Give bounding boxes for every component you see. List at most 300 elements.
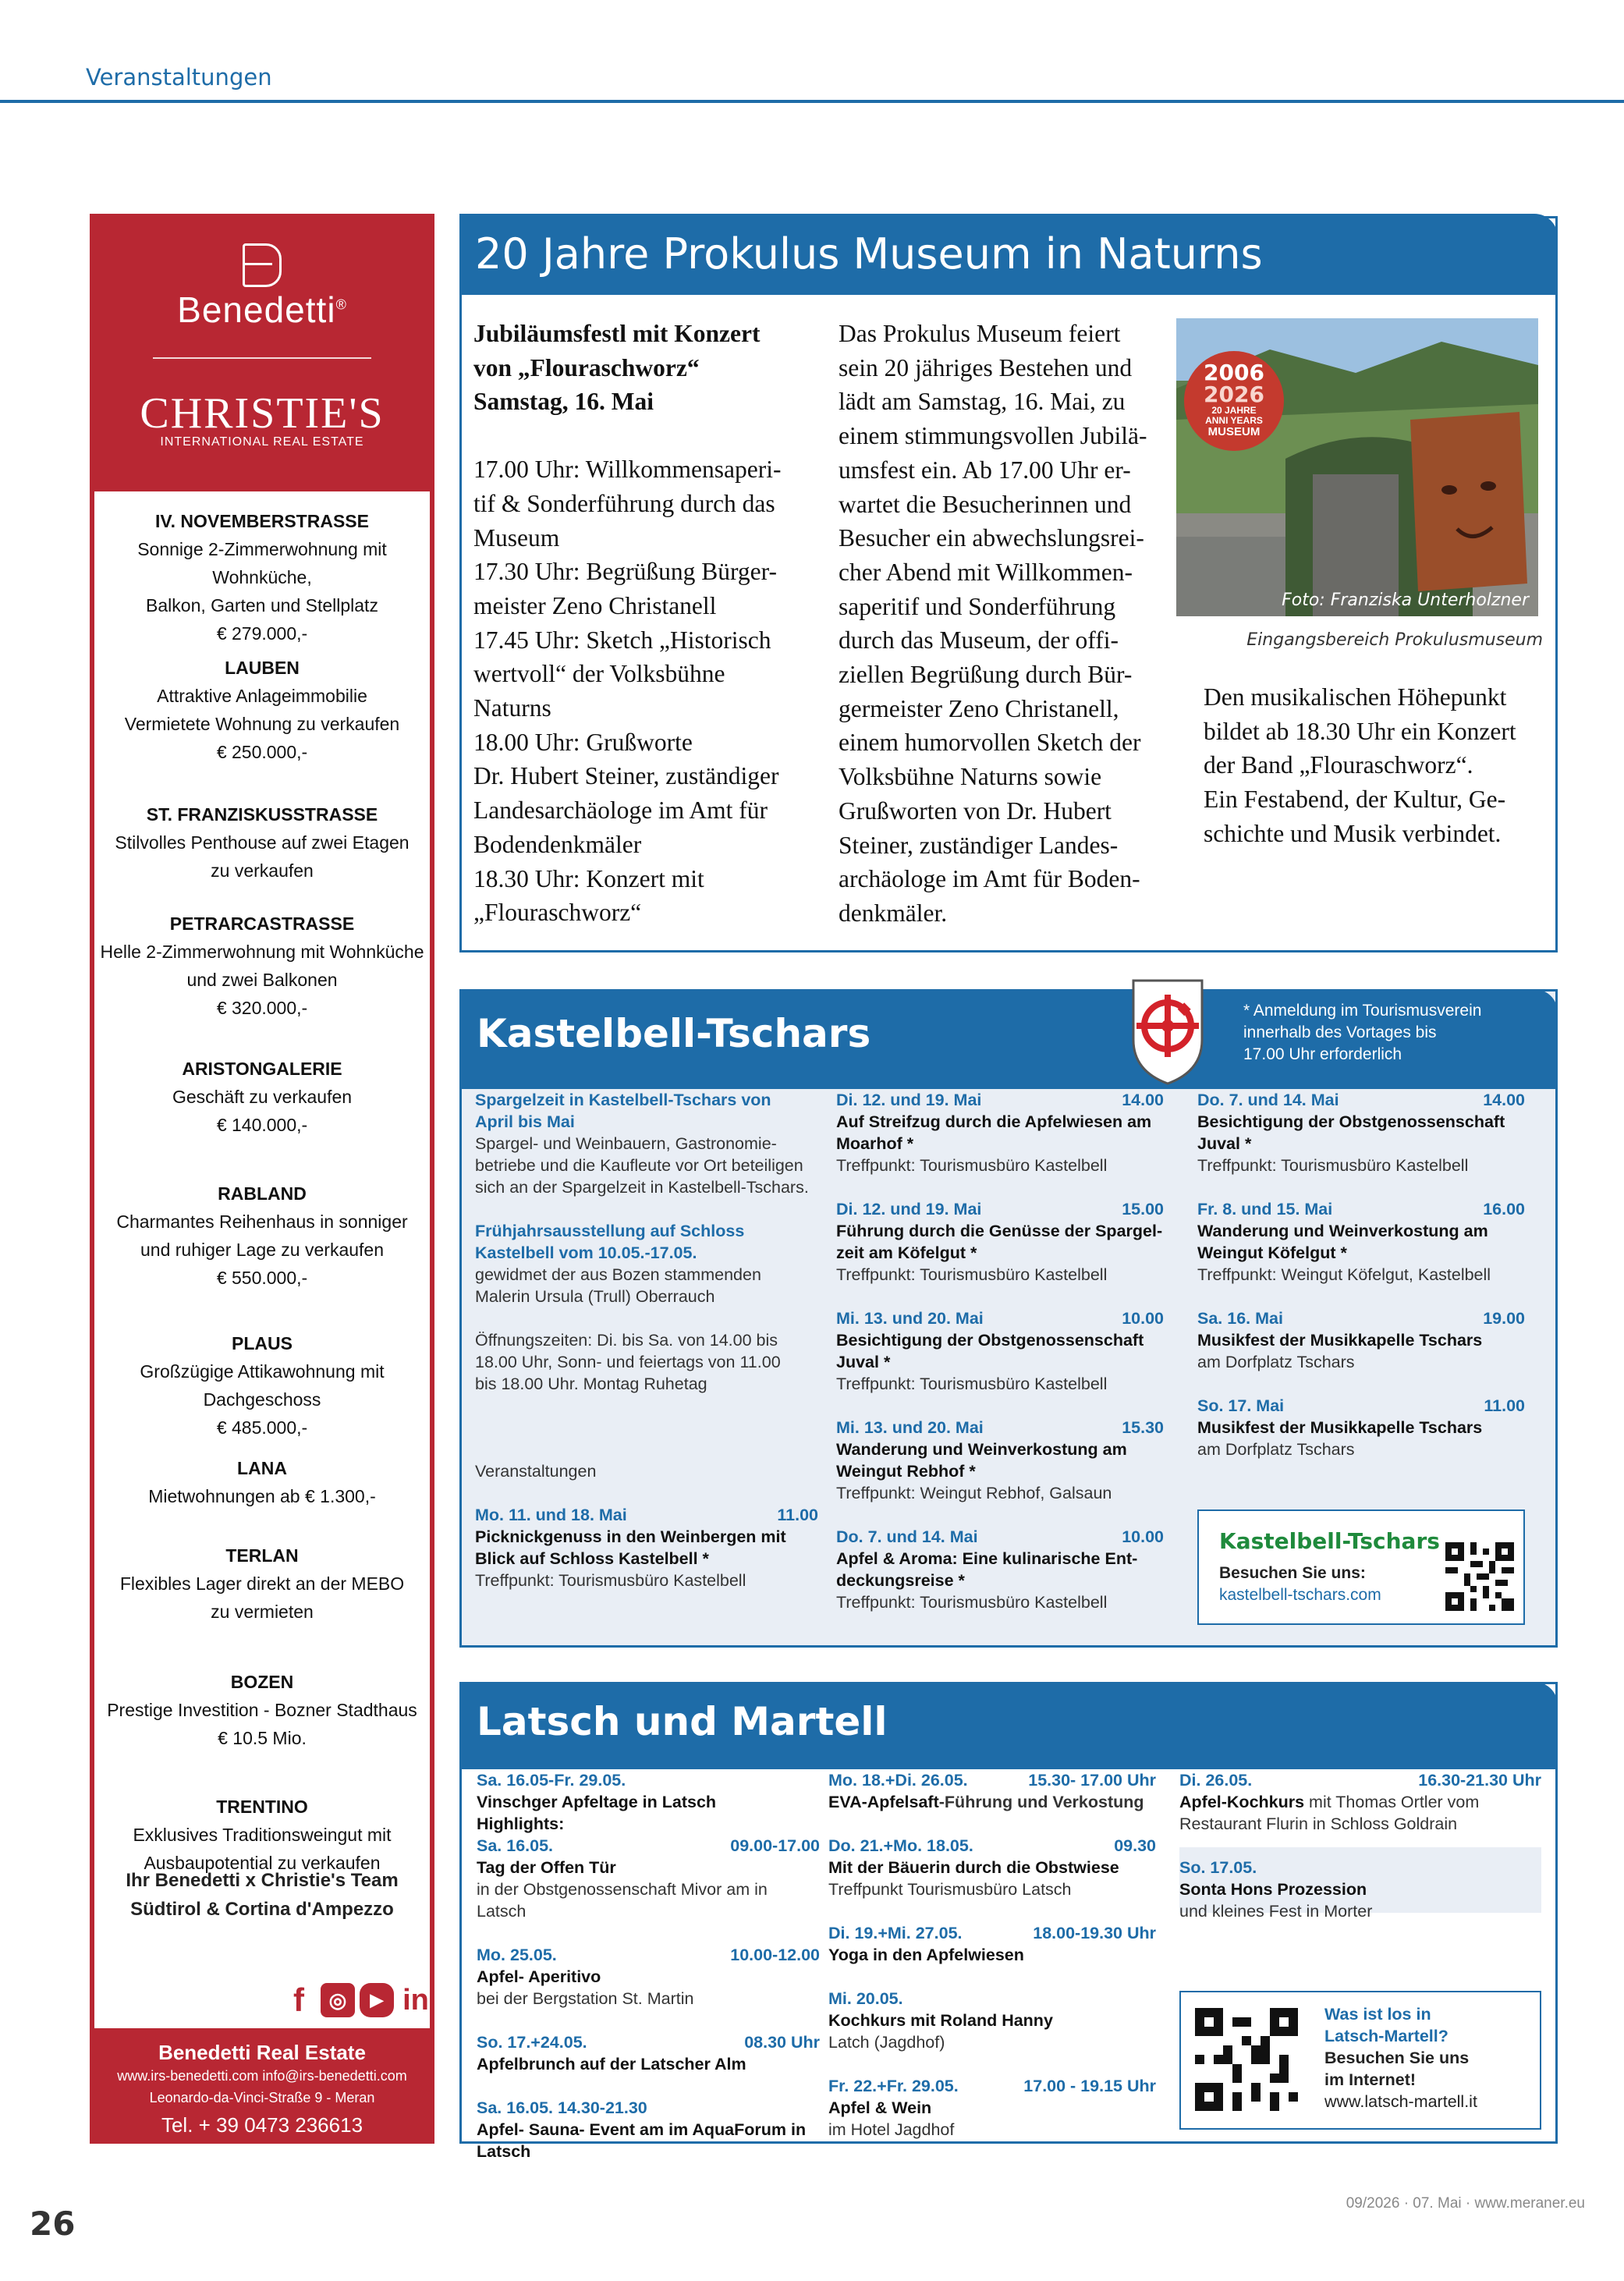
picnic-date-text: Mo. 11. und 18. Mai <box>475 1506 627 1524</box>
event-date-row <box>836 1198 1164 1220</box>
kastelbell-header <box>459 989 1558 1089</box>
event-place: Treffpunkt: Weingut Rebhof, Galsaun <box>836 1484 1112 1502</box>
promo-visit: Besuchen Sie uns: <box>1219 1564 1366 1582</box>
listing-line: Exklusives Traditionsweingut mit <box>133 1825 392 1845</box>
text-line: bis 18.00 Uhr. Montag Ruhetag <box>475 1375 707 1393</box>
team-line-2: Südtirol & Cortina d'Ampezzo <box>130 1899 394 1920</box>
latsch-title: Latsch und Martell <box>477 1699 888 1744</box>
listing-line: € 140.000,- <box>216 1115 308 1135</box>
photo-credit: Foto: Franziska Unterholzner <box>1282 591 1529 610</box>
event-item <box>477 1835 820 1922</box>
event-date: Sa. 16.05. <box>477 1836 554 1855</box>
event-place: und kleines Fest in Morter <box>1179 1902 1373 1921</box>
event-time: 09.30 <box>1114 1836 1156 1855</box>
promo-line-1: Was ist los in <box>1324 2005 1431 2024</box>
kastelbell-col1 <box>475 1089 818 1591</box>
event-date-row <box>477 1769 820 1791</box>
article-line: bildet ab 18.30 Uhr ein Konzert <box>1204 717 1516 745</box>
event-title: Sonta Hons Prozession <box>1179 1880 1367 1899</box>
note-line: innerhalb des Vortages bis <box>1243 1023 1437 1041</box>
listing-item <box>94 800 430 885</box>
event-item <box>1179 1857 1541 1922</box>
ad-footer <box>94 2028 430 2139</box>
listing-line: € 10.5 Mio. <box>218 1728 307 1748</box>
ad-team <box>94 1866 430 1924</box>
event-date: So. 17. Mai <box>1197 1396 1285 1415</box>
listing-item <box>94 1329 430 1442</box>
event-place: Treffpunkt: Tourismusbüro Kastelbell <box>836 1265 1108 1284</box>
article-line: Volksbühne Naturns sowie <box>839 763 1102 791</box>
article-line: durch das Museum, der offi- <box>839 626 1119 655</box>
article-line: Ein Festabend, der Kultur, Ge- <box>1204 786 1506 814</box>
picnic-time: 11.00 <box>777 1506 818 1524</box>
event-title: Wanderung und Weinverkostung am <box>1197 1222 1488 1240</box>
event-time: 09.00-17.00 <box>730 1836 820 1855</box>
text-line: Spargel- und Weinbauern, Gastronomie- <box>475 1134 777 1153</box>
listing-location: ARISTONGALERIE <box>182 1059 342 1079</box>
christies-subtitle: INTERNATIONAL REAL ESTATE <box>160 435 364 449</box>
event-time: 11.00 <box>1484 1396 1525 1415</box>
title-line: April bis Mai <box>475 1112 575 1131</box>
picnic-date <box>475 1504 818 1526</box>
event-date: Fr. 22.+Fr. 29.05. <box>828 2077 959 2095</box>
event-title: Führung durch die Genüsse der Spargel- <box>836 1222 1163 1240</box>
article-line: denkmäler. <box>839 899 948 927</box>
facebook-icon[interactable]: f <box>293 1981 304 2018</box>
program-line: Bodendenkmäler <box>473 830 642 858</box>
event-place: in der Obstgenossenschaft Mivor am in Latsch <box>477 1880 768 1921</box>
note-line: * Anmeldung im Tourismusverein <box>1243 1002 1482 1020</box>
event-title: deckungsreise * <box>836 1571 965 1590</box>
listing-location: LAUBEN <box>225 658 300 678</box>
listing-line: zu vermieten <box>211 1602 314 1622</box>
listing-line: € 485.000,- <box>216 1417 308 1438</box>
spargelzeit-title <box>475 1089 818 1133</box>
event-date-row <box>828 1922 1156 1944</box>
program-line: Naturns <box>473 694 551 722</box>
listing-item <box>94 1541 430 1626</box>
article-line: archäologe im Amt für Boden- <box>839 865 1140 893</box>
program-line: 17.00 Uhr: Willkommensaperi- <box>473 456 782 484</box>
event-date-row <box>836 1417 1164 1438</box>
event-time: 14.00 <box>1122 1091 1164 1109</box>
event-item <box>828 1769 1156 1813</box>
listing-line: Sonnige 2-Zimmerwohnung mit Wohnküche, <box>137 539 387 587</box>
event-place: Treffpunkt: Tourismusbüro Kastelbell <box>836 1156 1108 1175</box>
event-date-row <box>1197 1395 1525 1417</box>
event-date: Di. 12. und 19. Mai <box>836 1200 982 1219</box>
text-line: sich an der Spargelzeit in Kastelbell-Tschars. <box>475 1178 809 1197</box>
kastelbell-note <box>1243 1000 1481 1066</box>
event-date: Sa. 16.05. 14.30-21.30 <box>477 2098 647 2117</box>
header-rule <box>0 100 1624 103</box>
event-date-row <box>828 1988 1156 2010</box>
event-title: zeit am Köfelgut * <box>836 1243 977 1262</box>
listing-item <box>94 1668 430 1752</box>
event-title: Mit der Bäuerin durch die Obstwiese <box>828 1858 1119 1877</box>
event-place: Treffpunkt Tourismusbüro Latsch <box>828 1880 1072 1899</box>
event-place: bei der Bergstation St. Martin <box>477 1989 694 2008</box>
event-place: Treffpunkt: Tourismusbüro Kastelbell <box>1197 1156 1469 1175</box>
event-time: 16.30-21.30 Uhr <box>1418 1771 1541 1790</box>
event-title: Moarhof * <box>836 1134 914 1153</box>
page-number: 26 <box>30 2205 76 2243</box>
picnic-title <box>475 1526 818 1570</box>
events-label: Veranstaltungen <box>475 1462 597 1481</box>
event-item <box>836 1417 1164 1504</box>
prokulus-col1-heading <box>473 317 828 419</box>
event-item <box>1197 1198 1525 1286</box>
program-line: Landesarchäologe im Amt für <box>473 796 768 825</box>
event-date: Di. 12. und 19. Mai <box>836 1091 982 1109</box>
social-icons <box>282 1983 433 2020</box>
benedetti-monogram-icon <box>243 243 282 287</box>
event-time: 19.00 <box>1483 1309 1525 1328</box>
listing-location: BOZEN <box>230 1672 294 1692</box>
text-line: Öffnungszeiten: Di. bis Sa. von 14.00 bis <box>475 1331 778 1350</box>
promo-line-4: im Internet! <box>1324 2070 1417 2089</box>
event-date: So. 17.05. <box>1179 1858 1257 1877</box>
badge-line-3: MUSEUM <box>1207 425 1261 438</box>
event-date-row <box>477 1944 820 1966</box>
photo-caption: Eingangsbereich Prokulusmuseum <box>1246 630 1543 650</box>
text-line: betriebe und die Kaufleute vor Ort beteiligen <box>475 1156 803 1175</box>
real-estate-ad <box>90 214 434 2144</box>
badge-line-1: 20 JAHRE <box>1211 405 1257 416</box>
listing-line: Stilvolles Penthouse auf zwei Etagen <box>115 832 410 853</box>
event-date-row <box>1197 1307 1525 1329</box>
article-line: Besucher ein abwechslungsrei- <box>839 524 1144 552</box>
event-time: 15.00 <box>1122 1200 1164 1219</box>
event-place: im Hotel Jagdhof <box>828 2120 955 2139</box>
event-time: 10.00 <box>1122 1309 1164 1328</box>
event-time: 18.00-19.30 Uhr <box>1033 1924 1156 1942</box>
program-heading-line: Samstag, 16. Mai <box>473 388 654 416</box>
event-place: am Dorfplatz Tschars <box>1197 1440 1355 1459</box>
text-line: gewidmet der aus Bozen stammenden <box>475 1265 761 1284</box>
promo-logo: Kastelbell-Tschars <box>1219 1528 1440 1554</box>
listing-line: und zwei Balkonen <box>186 970 338 990</box>
note-line: 17.00 Uhr erforderlich <box>1243 1045 1402 1063</box>
museum-photo <box>1176 318 1538 616</box>
listing-line: Attraktive Anlageimmobilie <box>157 686 367 706</box>
event-date-row <box>828 1769 1156 1791</box>
event-item <box>1197 1395 1525 1460</box>
prokulus-col1-program <box>473 452 828 930</box>
latsch-col3 <box>1179 1769 1541 1944</box>
qr-code-icon[interactable] <box>1445 1542 1514 1611</box>
event-title-bold: EVA-Apfelsaft <box>828 1793 939 1811</box>
event-time: 10.00 <box>1122 1527 1164 1546</box>
program-line: 17.30 Uhr: Begrüßung Bürger- <box>473 558 777 586</box>
event-time: 14.00 <box>1483 1091 1525 1109</box>
christies-logo: CHRISTIE'S <box>140 389 385 438</box>
listing-line: Mietwohnungen ab € 1.300,- <box>148 1486 376 1506</box>
program-line: „Flouraschworz“ <box>473 899 642 927</box>
event-date-row <box>1197 1089 1525 1111</box>
event-place: Treffpunkt: Tourismusbüro Kastelbell <box>836 1593 1108 1612</box>
linkedin-icon[interactable]: in <box>402 1984 429 2017</box>
listing-line: € 550.000,- <box>216 1268 308 1288</box>
listing-item <box>94 1793 430 1877</box>
event-date-row <box>1179 1857 1541 1878</box>
event-date: Do. 7. und 14. Mai <box>1197 1091 1339 1109</box>
exhibition-text <box>475 1264 818 1307</box>
event-place: Treffpunkt: Weingut Köfelgut, Kastelbell <box>1197 1265 1491 1284</box>
event-date-row <box>828 1835 1156 1857</box>
event-time: 15.30 <box>1122 1418 1164 1437</box>
article-line: saperitif und Sonderführung <box>839 592 1116 620</box>
event-date: Sa. 16.05-Fr. 29.05. <box>477 1771 626 1790</box>
event-date: Do. 21.+Mo. 18.05. <box>828 1836 973 1855</box>
event-time: 17.00 - 19.15 Uhr <box>1023 2077 1156 2095</box>
event-place: am Dorfplatz Tschars <box>1197 1353 1355 1371</box>
latsch-col2 <box>828 1769 1156 2162</box>
event-date-row <box>836 1089 1164 1111</box>
program-line: wertvoll“ der Volksbühne <box>473 660 725 688</box>
article-line: einem stimmungsvollen Jubilä- <box>839 422 1147 450</box>
event-title: Vinschger Apfeltage in Latsch <box>477 1793 717 1811</box>
event-date-row <box>828 2075 1156 2097</box>
event-item <box>828 1922 1156 1966</box>
event-date: Sa. 16. Mai <box>1197 1309 1283 1328</box>
event-title: Juval * <box>836 1353 891 1371</box>
prokulus-title: 20 Jahre Prokulus Museum in Naturns <box>459 214 1558 295</box>
article-line: schichte und Musik verbindet. <box>1204 819 1502 847</box>
edition-info: 09/2026 · 07. Mai · www.meraner.eu <box>1346 2195 1585 2212</box>
ad-divider <box>153 357 371 359</box>
ad-footer-title: Benedetti Real Estate <box>158 2041 366 2064</box>
listing-line: Ausbaupotential zu verkaufen <box>144 1853 381 1873</box>
event-title: Apfel- Sauna- Event am im AquaForum in <box>477 2120 807 2139</box>
event-date: So. 17.+24.05. <box>477 2033 587 2052</box>
event-item <box>828 1988 1156 2053</box>
ad-footer-address: Leonardo-da-Vinci-Straße 9 - Meran <box>149 2090 375 2105</box>
event-item <box>828 1835 1156 1900</box>
event-item <box>1197 1089 1525 1176</box>
listing-line: Großzügige Attikawohnung mit Dachgeschoss <box>140 1361 385 1410</box>
kastelbell-title: Kastelbell-Tschars <box>477 1011 871 1056</box>
event-item <box>477 1944 820 2010</box>
anniversary-badge <box>1184 351 1284 451</box>
event-item <box>1179 1769 1541 1835</box>
event-date-row <box>477 2097 820 2119</box>
listing-item <box>94 654 430 766</box>
listing-item <box>94 507 430 647</box>
article-line: germeister Zeno Christanell, <box>839 694 1119 722</box>
event-title: Apfel- Aperitivo <box>477 1967 601 1986</box>
event-title: Besichtigung der Obstgenossenschaft <box>1197 1112 1505 1131</box>
event-item <box>836 1526 1164 1613</box>
article-line: Grußworten von Dr. Hubert <box>839 796 1112 825</box>
text-line: 18.00 Uhr, Sonn- und feiertags von 11.00 <box>475 1353 781 1371</box>
event-date: Fr. 8. und 15. Mai <box>1197 1200 1333 1219</box>
event-title: Apfelbrunch auf der Latscher Alm <box>477 2055 746 2073</box>
event-item <box>1197 1307 1525 1373</box>
event-date-row <box>836 1526 1164 1548</box>
listing-line: € 279.000,- <box>216 623 308 644</box>
event-item <box>828 2075 1156 2141</box>
instagram-icon[interactable]: ◎ <box>321 1983 355 2017</box>
listing-location: RABLAND <box>218 1183 307 1204</box>
event-item <box>836 1307 1164 1395</box>
listing-line: und ruhiger Lage zu verkaufen <box>140 1240 384 1260</box>
article-line: ziellen Begrüßung durch Bür- <box>839 661 1133 689</box>
latsch-header <box>459 1682 1558 1769</box>
event-title: Apfel-Kochkurs <box>1179 1793 1305 1811</box>
event-time: 16.00 <box>1483 1200 1525 1219</box>
listing-item <box>94 1454 430 1510</box>
ad-brand-name: Benedetti® <box>177 289 347 330</box>
badge-year-start: 2006 <box>1204 360 1264 385</box>
article-line: cher Abend mit Willkommen- <box>839 558 1133 586</box>
event-date-row <box>1197 1198 1525 1220</box>
event-title: Musikfest der Musikkapelle Tschars <box>1197 1418 1483 1437</box>
event-time: 08.30 Uhr <box>744 2033 820 2052</box>
event-title: Musikfest der Musikkapelle Tschars <box>1197 1331 1483 1350</box>
title-line: Frühjahrsausstellung auf Schloss <box>475 1222 745 1240</box>
prokulus-col1 <box>473 317 828 930</box>
program-line: Dr. Hubert Steiner, zuständiger <box>473 762 779 790</box>
event-title-rest: mit Thomas Ortler vom <box>1304 1793 1480 1811</box>
article-line: der Band „Flouraschworz“. <box>1204 751 1473 779</box>
event-date-row <box>1179 1769 1541 1791</box>
listing-line: zu verkaufen <box>211 860 314 881</box>
listing-location: TRENTINO <box>216 1797 308 1817</box>
article-line: wartet die Besucherinnen und <box>839 490 1132 518</box>
event-date: Do. 7. und 14. Mai <box>836 1527 978 1546</box>
program-line: 18.00 Uhr: Grußworte <box>473 728 693 756</box>
event-date: Di. 19.+Mi. 27.05. <box>828 1924 963 1942</box>
program-line: 18.30 Uhr: Konzert mit <box>473 864 704 892</box>
listing-item <box>94 910 430 1022</box>
listing-line: Balkon, Garten und Stellplatz <box>146 595 378 615</box>
event-title: Weingut Köfelgut * <box>1197 1243 1347 1262</box>
ad-footer-phone[interactable]: Tel. + 39 0473 236613 <box>161 2113 363 2137</box>
badge-line-2: ANNI YEARS <box>1205 415 1263 426</box>
event-date-row <box>836 1307 1164 1329</box>
listing-location: IV. NOVEMBERSTRASSE <box>155 511 369 531</box>
title-line: Kastelbell vom 10.05.-17.05. <box>475 1243 697 1262</box>
promo-line-2: Latsch-Martell? <box>1324 2027 1448 2045</box>
event-title: Yoga in den Apfelwiesen <box>828 1946 1024 1964</box>
listing-line: Prestige Investition - Bozner Stadthaus <box>107 1700 417 1720</box>
event-time: 15.30- 17.00 Uhr <box>1028 1771 1156 1790</box>
event-date-row <box>477 2031 820 2053</box>
event-date: Di. 26.05. <box>1179 1771 1253 1790</box>
article-line: umsfest ein. Ab 17.00 Uhr er- <box>839 456 1131 484</box>
title-line: Picknickgenuss in den Weinbergen mit <box>475 1527 786 1546</box>
event-title: Besichtigung der Obstgenossenschaft <box>836 1331 1144 1350</box>
opening-hours <box>475 1329 818 1395</box>
article-line: einem humorvollen Sketch der <box>839 729 1141 757</box>
event-title: Kochkurs mit Roland Hanny <box>828 2011 1053 2030</box>
event-place: Restaurant Flurin in Schloss Goldrain <box>1179 1815 1458 1833</box>
text-line: Malerin Ursula (Trull) Oberrauch <box>475 1287 715 1306</box>
article-line: Das Prokulus Museum feiert <box>839 320 1121 347</box>
listing-line: Helle 2-Zimmerwohnung mit Wohnküche <box>100 942 424 962</box>
listing-location: PETRARCASTRASSE <box>169 913 355 934</box>
event-item <box>477 1769 820 1835</box>
event-date-row <box>477 1835 820 1857</box>
event-place: Latch (Jagdhof) <box>828 2033 945 2052</box>
badge-year-end: 2026 <box>1204 381 1264 407</box>
event-time: 10.00-12.00 <box>730 1946 820 1964</box>
event-title: Latsch <box>477 2142 531 2161</box>
section-label: Veranstaltungen <box>86 64 272 90</box>
article-line: Den musikalischen Höhepunkt <box>1204 683 1507 711</box>
picnic-place: Treffpunkt: Tourismusbüro Kastelbell <box>475 1571 746 1590</box>
event-title-row <box>1179 1878 1541 1900</box>
event-title <box>828 1791 1156 1813</box>
event-title: Apfel & Aroma: Eine kulinarische Ent- <box>836 1549 1138 1568</box>
listing-item <box>94 1180 430 1292</box>
program-line: Museum <box>473 523 560 552</box>
program-line: meister Zeno Christanell <box>473 591 717 619</box>
event-title: Apfel & Wein <box>828 2098 932 2117</box>
promo-url[interactable]: kastelbell-tschars.com <box>1219 1586 1381 1604</box>
program-heading-line: von „Flouraschworz“ <box>473 353 700 381</box>
event-date: Mi. 13. und 20. Mai <box>836 1418 984 1437</box>
event-title: Tag der Offen Tür <box>477 1858 616 1877</box>
listing-line: € 320.000,- <box>216 998 308 1018</box>
latsch-url[interactable]: www.latsch-martell.it <box>1324 2092 1477 2111</box>
event-title-row <box>1179 1791 1541 1813</box>
event-title: Weingut Rebhof * <box>836 1462 976 1481</box>
listing-line: Vermietete Wohnung zu verkaufen <box>124 714 400 734</box>
listing-line: € 250.000,- <box>216 742 308 762</box>
event-place: Treffpunkt: Tourismusbüro Kastelbell <box>836 1375 1108 1393</box>
latsch-promo <box>1179 1991 1541 2130</box>
listing-line: Charmantes Reihenhaus in sonniger <box>116 1211 408 1232</box>
prokulus-col2 <box>839 317 1182 931</box>
kastelbell-promo <box>1197 1509 1525 1625</box>
title-line: Blick auf Schloss Kastelbell * <box>475 1549 709 1568</box>
event-title: Juval * <box>1197 1134 1252 1153</box>
event-item <box>836 1198 1164 1286</box>
event-date: Mi. 20.05. <box>828 1989 903 2008</box>
spargelzeit-text <box>475 1133 818 1198</box>
kastelbell-col3 <box>1197 1089 1525 1482</box>
program-heading-line: Jubiläumsfestl mit Konzert <box>473 320 761 347</box>
event-date: Mi. 13. und 20. Mai <box>836 1309 984 1328</box>
event-title: Auf Streifzug durch die Apfelwiesen am <box>836 1112 1152 1131</box>
listing-location: ST. FRANZISKUSSTRASSE <box>146 804 378 825</box>
event-item <box>477 2097 820 2162</box>
listing-item <box>94 1055 430 1139</box>
latsch-promo-text <box>1324 2003 1477 2112</box>
event-date: Mo. 25.05. <box>477 1946 557 1964</box>
event-item <box>836 1089 1164 1176</box>
article-line: lädt am Samstag, 16. Mai, zu <box>839 388 1126 416</box>
promo-line-3: Besuchen Sie uns <box>1324 2049 1470 2067</box>
listing-location: LANA <box>237 1458 287 1478</box>
event-title: Wanderung und Weinverkostung am <box>836 1440 1127 1459</box>
event-title: Highlights: <box>477 1815 565 1833</box>
event-item <box>477 2031 820 2075</box>
kastelbell-coat-of-arms-icon <box>1130 977 1205 1087</box>
title-line: Spargelzeit in Kastelbell-Tschars von <box>475 1091 771 1109</box>
program-line: tif & Sonderführung durch das <box>473 489 775 517</box>
ad-header <box>94 218 430 491</box>
article-line: sein 20 jähriges Bestehen und <box>839 353 1133 381</box>
kastelbell-col2 <box>836 1089 1164 1635</box>
youtube-icon[interactable]: ▶ <box>360 1983 394 2017</box>
ad-footer-web[interactable]: www.irs-benedetti.com info@irs-benedetti.com <box>117 2068 407 2084</box>
latsch-qr-code-icon[interactable] <box>1195 2008 1298 2111</box>
listing-location: TERLAN <box>225 1545 299 1566</box>
listing-line: Flexibles Lager direkt an der MEBO <box>119 1573 405 1594</box>
